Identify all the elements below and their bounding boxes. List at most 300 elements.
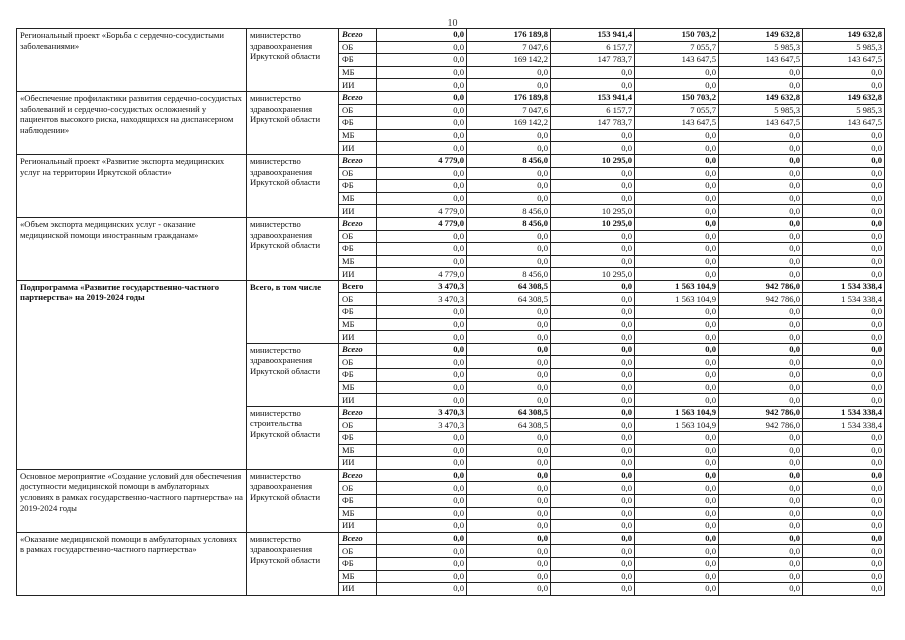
funding-source-cell: ИИ [339, 583, 377, 596]
funding-source-cell: ОБ [339, 167, 377, 180]
amount-cell: 0,0 [635, 583, 719, 596]
amount-cell: 0,0 [377, 255, 467, 268]
amount-cell: 143 647,5 [803, 117, 885, 130]
funding-source-cell: ИИ [339, 457, 377, 470]
amount-cell: 5 985,3 [719, 41, 803, 54]
amount-cell: 0,0 [551, 167, 635, 180]
amount-cell: 0,0 [803, 570, 885, 583]
funding-source-cell: МБ [339, 129, 377, 142]
amount-cell: 0,0 [719, 268, 803, 281]
amount-cell: 0,0 [551, 469, 635, 482]
amount-cell: 0,0 [377, 142, 467, 155]
amount-cell: 176 189,8 [467, 91, 551, 104]
amount-cell: 0,0 [635, 557, 719, 570]
amount-cell: 0,0 [551, 369, 635, 382]
amount-cell: 942 786,0 [719, 406, 803, 419]
amount-cell: 3 470,3 [377, 293, 467, 306]
amount-cell: 0,0 [467, 570, 551, 583]
amount-cell: 0,0 [803, 243, 885, 256]
amount-cell: 0,0 [551, 243, 635, 256]
amount-cell: 0,0 [719, 507, 803, 520]
amount-cell: 0,0 [803, 369, 885, 382]
responsible-cell: министерство здравоохранения Иркутской области [247, 91, 339, 154]
amount-cell: 0,0 [467, 394, 551, 407]
amount-cell: 3 470,3 [377, 406, 467, 419]
amount-cell: 0,0 [803, 142, 885, 155]
funding-source-cell: МБ [339, 66, 377, 79]
amount-cell: 0,0 [803, 205, 885, 218]
amount-cell: 942 786,0 [719, 419, 803, 432]
amount-cell: 3 470,3 [377, 419, 467, 432]
amount-cell: 0,0 [719, 356, 803, 369]
amount-cell: 0,0 [377, 545, 467, 558]
amount-cell: 169 142,2 [467, 54, 551, 67]
amount-cell: 0,0 [635, 343, 719, 356]
amount-cell: 0,0 [551, 192, 635, 205]
amount-cell: 0,0 [377, 369, 467, 382]
amount-cell: 0,0 [635, 494, 719, 507]
amount-cell: 0,0 [719, 217, 803, 230]
amount-cell: 0,0 [635, 180, 719, 193]
funding-source-cell: МБ [339, 192, 377, 205]
amount-cell: 0,0 [719, 255, 803, 268]
amount-cell: 7 055,7 [635, 41, 719, 54]
amount-cell: 0,0 [377, 79, 467, 92]
amount-cell: 0,0 [635, 217, 719, 230]
amount-cell: 0,0 [377, 230, 467, 243]
funding-source-cell: ФБ [339, 117, 377, 130]
amount-cell: 0,0 [803, 180, 885, 193]
amount-cell: 0,0 [803, 129, 885, 142]
amount-cell: 0,0 [467, 306, 551, 319]
funding-source-cell: ОБ [339, 482, 377, 495]
amount-cell: 0,0 [551, 432, 635, 445]
amount-cell: 0,0 [635, 356, 719, 369]
amount-cell: 0,0 [719, 343, 803, 356]
responsible-cell: министерство строительства Иркутской области [247, 406, 339, 469]
responsible-cell: министерство здравоохранения Иркутской области [247, 217, 339, 280]
amount-cell: 0,0 [803, 230, 885, 243]
amount-cell: 0,0 [719, 306, 803, 319]
amount-cell: 0,0 [719, 369, 803, 382]
funding-source-cell: ФБ [339, 306, 377, 319]
funding-source-cell: ОБ [339, 41, 377, 54]
amount-cell: 0,0 [467, 167, 551, 180]
funding-source-cell: ОБ [339, 545, 377, 558]
amount-cell: 0,0 [635, 394, 719, 407]
amount-cell: 0,0 [467, 532, 551, 545]
amount-cell: 0,0 [467, 469, 551, 482]
amount-cell: 0,0 [803, 66, 885, 79]
amount-cell: 0,0 [803, 268, 885, 281]
amount-cell: 1 563 104,9 [635, 280, 719, 293]
amount-cell: 0,0 [803, 545, 885, 558]
funding-source-cell: ИИ [339, 205, 377, 218]
responsible-cell: министерство здравоохранения Иркутской области [247, 532, 339, 595]
amount-cell: 0,0 [635, 243, 719, 256]
table-row [17, 29, 885, 42]
amount-cell: 0,0 [635, 167, 719, 180]
funding-source-cell: Всего [339, 532, 377, 545]
amount-cell: 0,0 [467, 457, 551, 470]
amount-cell: 0,0 [719, 381, 803, 394]
amount-cell: 0,0 [803, 557, 885, 570]
amount-cell: 150 703,2 [635, 29, 719, 42]
funding-source-cell: МБ [339, 444, 377, 457]
amount-cell: 0,0 [377, 66, 467, 79]
amount-cell: 0,0 [551, 318, 635, 331]
amount-cell: 0,0 [635, 268, 719, 281]
amount-cell: 0,0 [551, 507, 635, 520]
funding-source-cell: ИИ [339, 520, 377, 533]
amount-cell: 0,0 [719, 205, 803, 218]
amount-cell: 0,0 [551, 255, 635, 268]
amount-cell: 0,0 [635, 306, 719, 319]
amount-cell: 0,0 [467, 255, 551, 268]
amount-cell: 0,0 [467, 129, 551, 142]
funding-source-cell: ОБ [339, 104, 377, 117]
amount-cell: 10 295,0 [551, 205, 635, 218]
amount-cell: 176 189,8 [467, 29, 551, 42]
amount-cell: 0,0 [635, 482, 719, 495]
page-number: 10 [447, 18, 458, 29]
amount-cell: 0,0 [377, 104, 467, 117]
amount-cell: 0,0 [719, 494, 803, 507]
amount-cell: 7 055,7 [635, 104, 719, 117]
program-name-cell: «Оказание медицинской помощи в амбулаторных условиях в рамках государственно-частного партнерства» [17, 532, 247, 595]
funding-source-cell: МБ [339, 507, 377, 520]
amount-cell: 150 703,2 [635, 91, 719, 104]
amount-cell: 0,0 [377, 343, 467, 356]
funding-source-cell: ФБ [339, 243, 377, 256]
amount-cell: 0,0 [635, 79, 719, 92]
amount-cell: 149 632,8 [719, 29, 803, 42]
funding-source-cell: Всего [339, 29, 377, 42]
funding-source-cell: ОБ [339, 419, 377, 432]
amount-cell: 0,0 [551, 306, 635, 319]
amount-cell: 8 456,0 [467, 154, 551, 167]
amount-cell: 0,0 [467, 545, 551, 558]
amount-cell: 0,0 [551, 482, 635, 495]
funding-source-cell: Всего [339, 469, 377, 482]
funding-source-cell: ФБ [339, 369, 377, 382]
amount-cell: 149 632,8 [719, 91, 803, 104]
amount-cell: 0,0 [551, 394, 635, 407]
funding-source-cell: МБ [339, 570, 377, 583]
amount-cell: 0,0 [377, 91, 467, 104]
amount-cell: 0,0 [803, 381, 885, 394]
amount-cell: 1 534 338,4 [803, 406, 885, 419]
amount-cell: 0,0 [467, 444, 551, 457]
amount-cell: 0,0 [377, 520, 467, 533]
amount-cell: 0,0 [803, 583, 885, 596]
amount-cell: 942 786,0 [719, 293, 803, 306]
amount-cell: 64 308,5 [467, 419, 551, 432]
amount-cell: 0,0 [551, 343, 635, 356]
amount-cell: 0,0 [551, 457, 635, 470]
amount-cell: 0,0 [803, 532, 885, 545]
amount-cell: 0,0 [719, 79, 803, 92]
amount-cell: 0,0 [719, 469, 803, 482]
funding-source-cell: ФБ [339, 494, 377, 507]
funding-source-cell: ФБ [339, 557, 377, 570]
amount-cell: 0,0 [635, 432, 719, 445]
amount-cell: 143 647,5 [719, 117, 803, 130]
amount-cell: 0,0 [377, 469, 467, 482]
amount-cell: 153 941,4 [551, 29, 635, 42]
amount-cell: 0,0 [467, 356, 551, 369]
amount-cell: 0,0 [377, 444, 467, 457]
amount-cell: 0,0 [377, 482, 467, 495]
amount-cell: 0,0 [377, 41, 467, 54]
amount-cell: 64 308,5 [467, 280, 551, 293]
amount-cell: 5 985,3 [803, 41, 885, 54]
amount-cell: 0,0 [635, 532, 719, 545]
amount-cell: 0,0 [551, 444, 635, 457]
amount-cell: 0,0 [803, 306, 885, 319]
amount-cell: 0,0 [635, 545, 719, 558]
funding-source-cell: ОБ [339, 230, 377, 243]
amount-cell: 4 779,0 [377, 268, 467, 281]
amount-cell: 0,0 [467, 243, 551, 256]
amount-cell: 0,0 [377, 583, 467, 596]
amount-cell: 0,0 [635, 520, 719, 533]
amount-cell: 0,0 [719, 142, 803, 155]
amount-cell: 1 563 104,9 [635, 293, 719, 306]
table-row [17, 469, 885, 482]
amount-cell: 0,0 [719, 394, 803, 407]
amount-cell: 0,0 [377, 243, 467, 256]
amount-cell: 0,0 [803, 79, 885, 92]
amount-cell: 0,0 [467, 192, 551, 205]
funding-source-cell: Всего [339, 406, 377, 419]
responsible-cell: министерство здравоохранения Иркутской области [247, 29, 339, 92]
amount-cell: 8 456,0 [467, 205, 551, 218]
amount-cell: 0,0 [551, 331, 635, 344]
table-row [17, 532, 885, 545]
amount-cell: 0,0 [551, 545, 635, 558]
amount-cell: 0,0 [719, 331, 803, 344]
amount-cell: 0,0 [551, 583, 635, 596]
program-name-cell: Подпрограмма «Развитие государственно-частного партнерства» на 2019-2024 годы [17, 280, 247, 469]
amount-cell: 0,0 [377, 432, 467, 445]
amount-cell: 0,0 [551, 532, 635, 545]
amount-cell: 143 647,5 [635, 54, 719, 67]
amount-cell: 0,0 [551, 494, 635, 507]
amount-cell: 0,0 [377, 494, 467, 507]
amount-cell: 4 779,0 [377, 205, 467, 218]
amount-cell: 6 157,7 [551, 41, 635, 54]
amount-cell: 0,0 [719, 192, 803, 205]
amount-cell: 0,0 [635, 255, 719, 268]
amount-cell: 147 783,7 [551, 54, 635, 67]
amount-cell: 0,0 [719, 444, 803, 457]
responsible-cell: министерство здравоохранения Иркутской области [247, 343, 339, 406]
funding-source-cell: МБ [339, 318, 377, 331]
amount-cell: 0,0 [551, 381, 635, 394]
amount-cell: 0,0 [635, 192, 719, 205]
funding-source-cell: ИИ [339, 394, 377, 407]
table-row [17, 280, 885, 293]
funding-source-cell: ФБ [339, 432, 377, 445]
amount-cell: 10 295,0 [551, 217, 635, 230]
amount-cell: 1 534 338,4 [803, 293, 885, 306]
amount-cell: 5 985,3 [803, 104, 885, 117]
amount-cell: 1 563 104,9 [635, 406, 719, 419]
amount-cell: 0,0 [551, 142, 635, 155]
amount-cell: 6 157,7 [551, 104, 635, 117]
amount-cell: 0,0 [551, 79, 635, 92]
amount-cell: 0,0 [719, 482, 803, 495]
amount-cell: 0,0 [467, 557, 551, 570]
amount-cell: 0,0 [803, 331, 885, 344]
amount-cell: 0,0 [551, 557, 635, 570]
amount-cell: 0,0 [719, 318, 803, 331]
amount-cell: 0,0 [551, 406, 635, 419]
amount-cell: 0,0 [803, 457, 885, 470]
funding-source-cell: Всего [339, 343, 377, 356]
amount-cell: 0,0 [635, 457, 719, 470]
amount-cell: 0,0 [635, 318, 719, 331]
amount-cell: 0,0 [635, 570, 719, 583]
amount-cell: 0,0 [551, 66, 635, 79]
funding-source-cell: Всего [339, 154, 377, 167]
amount-cell: 0,0 [719, 180, 803, 193]
amount-cell: 0,0 [635, 154, 719, 167]
amount-cell: 0,0 [467, 66, 551, 79]
budget-table [16, 28, 885, 596]
amount-cell: 0,0 [719, 66, 803, 79]
amount-cell: 0,0 [377, 532, 467, 545]
amount-cell: 0,0 [377, 507, 467, 520]
program-name-cell: «Обеспечение профилактики развития сердечно-сосудистых заболеваний и сердечно-сосудистых осложнений у пациентов высокого риска, находящихся на диспансерном наблюдении» [17, 91, 247, 154]
amount-cell: 0,0 [551, 180, 635, 193]
amount-cell: 0,0 [803, 192, 885, 205]
responsible-cell: министерство здравоохранения Иркутской области [247, 469, 339, 532]
amount-cell: 0,0 [803, 432, 885, 445]
funding-source-cell: МБ [339, 255, 377, 268]
amount-cell: 0,0 [467, 180, 551, 193]
amount-cell: 0,0 [467, 583, 551, 596]
amount-cell: 0,0 [803, 444, 885, 457]
amount-cell: 0,0 [467, 369, 551, 382]
amount-cell: 7 047,6 [467, 41, 551, 54]
table-row [17, 217, 885, 230]
amount-cell: 0,0 [803, 217, 885, 230]
amount-cell: 7 047,6 [467, 104, 551, 117]
amount-cell: 0,0 [635, 142, 719, 155]
amount-cell: 0,0 [377, 331, 467, 344]
amount-cell: 143 647,5 [803, 54, 885, 67]
responsible-cell: Всего, в том числе [247, 280, 339, 343]
table-row [17, 91, 885, 104]
amount-cell: 0,0 [635, 469, 719, 482]
amount-cell: 0,0 [377, 318, 467, 331]
amount-cell: 0,0 [377, 117, 467, 130]
amount-cell: 0,0 [377, 167, 467, 180]
amount-cell: 0,0 [467, 230, 551, 243]
amount-cell: 149 632,8 [803, 29, 885, 42]
amount-cell: 0,0 [719, 520, 803, 533]
amount-cell: 0,0 [467, 343, 551, 356]
responsible-cell: министерство здравоохранения Иркутской области [247, 154, 339, 217]
amount-cell: 0,0 [635, 331, 719, 344]
amount-cell: 0,0 [635, 381, 719, 394]
amount-cell: 0,0 [635, 66, 719, 79]
amount-cell: 0,0 [635, 230, 719, 243]
funding-source-cell: ИИ [339, 142, 377, 155]
amount-cell: 0,0 [803, 167, 885, 180]
amount-cell: 147 783,7 [551, 117, 635, 130]
amount-cell: 1 563 104,9 [635, 419, 719, 432]
amount-cell: 0,0 [377, 356, 467, 369]
amount-cell: 0,0 [719, 557, 803, 570]
amount-cell: 0,0 [551, 356, 635, 369]
amount-cell: 0,0 [467, 494, 551, 507]
amount-cell: 0,0 [377, 457, 467, 470]
program-name-cell: «Объем экспорта медицинских услуг - оказание медицинской помощи иностранным гражданам» [17, 217, 247, 280]
amount-cell: 0,0 [551, 230, 635, 243]
amount-cell: 149 632,8 [803, 91, 885, 104]
amount-cell: 0,0 [467, 520, 551, 533]
amount-cell: 0,0 [377, 557, 467, 570]
amount-cell: 0,0 [467, 142, 551, 155]
amount-cell: 0,0 [377, 394, 467, 407]
amount-cell: 0,0 [635, 129, 719, 142]
amount-cell: 0,0 [719, 457, 803, 470]
amount-cell: 0,0 [719, 129, 803, 142]
amount-cell: 0,0 [377, 381, 467, 394]
amount-cell: 0,0 [551, 293, 635, 306]
amount-cell: 0,0 [377, 54, 467, 67]
amount-cell: 0,0 [377, 129, 467, 142]
amount-cell: 0,0 [551, 419, 635, 432]
amount-cell: 0,0 [467, 432, 551, 445]
amount-cell: 0,0 [467, 482, 551, 495]
amount-cell: 64 308,5 [467, 406, 551, 419]
amount-cell: 0,0 [719, 545, 803, 558]
amount-cell: 64 308,5 [467, 293, 551, 306]
amount-cell: 0,0 [635, 369, 719, 382]
amount-cell: 0,0 [635, 444, 719, 457]
amount-cell: 0,0 [377, 306, 467, 319]
amount-cell: 10 295,0 [551, 154, 635, 167]
amount-cell: 0,0 [467, 318, 551, 331]
funding-source-cell: Всего [339, 280, 377, 293]
budget-table-body [17, 29, 885, 596]
amount-cell: 3 470,3 [377, 280, 467, 293]
amount-cell: 0,0 [803, 318, 885, 331]
amount-cell: 0,0 [803, 343, 885, 356]
amount-cell: 8 456,0 [467, 217, 551, 230]
amount-cell: 169 142,2 [467, 117, 551, 130]
amount-cell: 0,0 [377, 180, 467, 193]
amount-cell: 0,0 [377, 29, 467, 42]
amount-cell: 0,0 [803, 356, 885, 369]
amount-cell: 0,0 [467, 331, 551, 344]
funding-source-cell: ОБ [339, 356, 377, 369]
amount-cell: 0,0 [803, 494, 885, 507]
amount-cell: 0,0 [551, 570, 635, 583]
program-name-cell: Региональный проект «Развитие экспорта медицинских услуг на территории Иркутской области» [17, 154, 247, 217]
amount-cell: 0,0 [719, 154, 803, 167]
table-row [17, 154, 885, 167]
amount-cell: 1 534 338,4 [803, 280, 885, 293]
amount-cell: 0,0 [803, 394, 885, 407]
amount-cell: 0,0 [803, 154, 885, 167]
funding-source-cell: ИИ [339, 268, 377, 281]
amount-cell: 0,0 [551, 520, 635, 533]
